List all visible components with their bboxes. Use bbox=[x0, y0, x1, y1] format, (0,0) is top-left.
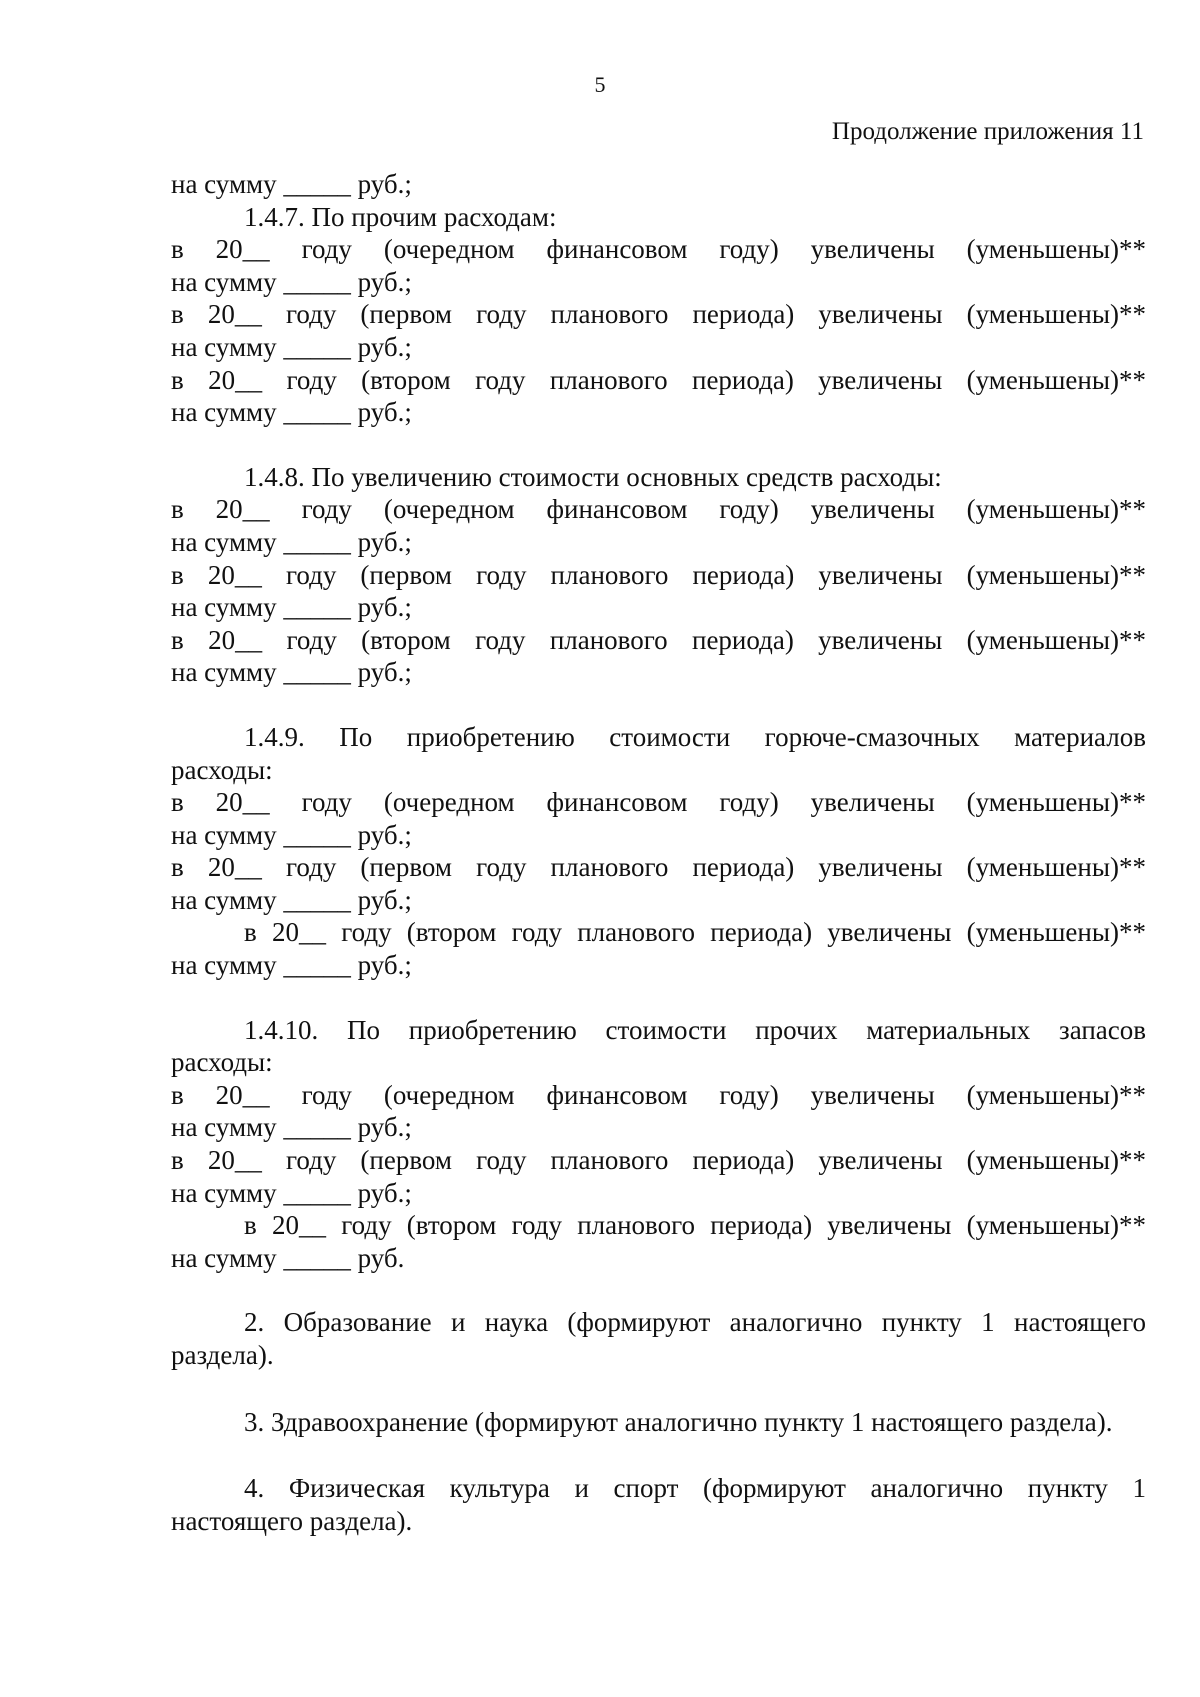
appendix-label: Продолжение приложения 11 bbox=[831, 118, 1144, 145]
text-line: расходы: bbox=[171, 1047, 273, 1078]
text-line: в 20__ году (очередном финансовом году) увеличены (уменьшены)** bbox=[171, 494, 1146, 525]
text-line: в 20__ году (втором году планового периода) увеличены (уменьшены)** bbox=[244, 917, 1146, 948]
text-line: на сумму _____ руб.; bbox=[171, 1112, 412, 1143]
text-line: на сумму _____ руб.; bbox=[171, 592, 412, 623]
section-heading: 1.4.10. По приобретению стоимости прочих материальных запасов bbox=[244, 1014, 1146, 1045]
text-line: на сумму _____ руб. bbox=[171, 1242, 405, 1273]
text-line: в 20__ году (втором году планового периода) увеличены (уменьшены)** bbox=[171, 364, 1146, 395]
page-number: 5 bbox=[594, 72, 606, 97]
text-line: на сумму _____ руб.; bbox=[171, 169, 412, 199]
text-line: на сумму _____ руб.; bbox=[171, 950, 412, 981]
text-line: в 20__ году (очередном финансовом году) увеличены (уменьшены)** bbox=[171, 1079, 1146, 1110]
text-line: в 20__ году (втором году планового периода) увеличены (уменьшены)** bbox=[244, 1210, 1146, 1241]
section-heading: 1.4.8. По увеличению стоимости основных средств расходы: bbox=[244, 461, 942, 492]
text-line: в 20__ году (очередном финансовом году) увеличены (уменьшены)** bbox=[171, 234, 1146, 265]
text-line: в 20__ году (первом году планового периода) увеличены (уменьшены)** bbox=[171, 852, 1146, 883]
text-line: в 20__ году (первом году планового периода) увеличены (уменьшены)** bbox=[171, 1145, 1146, 1176]
text-line: на сумму _____ руб.; bbox=[171, 657, 412, 688]
text-line: на сумму _____ руб.; bbox=[171, 819, 412, 850]
text-line: на сумму _____ руб.; bbox=[171, 397, 412, 428]
section-heading: 3. Здравоохранение (формируют аналогично пункту 1 настоящего раздела). bbox=[244, 1406, 1113, 1437]
text-line: на сумму _____ руб.; bbox=[171, 266, 412, 297]
text-line: в 20__ году (первом году планового периода) увеличены (уменьшены)** bbox=[171, 559, 1146, 590]
document-body bbox=[171, 168, 1146, 1537]
text-line: в 20__ году (очередном финансовом году) увеличены (уменьшены)** bbox=[171, 787, 1146, 818]
text-line: в 20__ году (первом году планового периода) увеличены (уменьшены)** bbox=[171, 299, 1146, 330]
section-heading: 1.4.7. По прочим расходам: bbox=[244, 201, 557, 232]
text-line: на сумму _____ руб.; bbox=[171, 1177, 412, 1208]
text-line: раздела). bbox=[171, 1340, 274, 1370]
text-line: на сумму _____ руб.; bbox=[171, 331, 412, 362]
text-line: расходы: bbox=[171, 754, 273, 785]
section-heading: 4. Физическая культура и спорт (формируют аналогично пункту 1 bbox=[244, 1473, 1146, 1504]
text-line: настоящего раздела). bbox=[171, 1505, 413, 1536]
text-line: на сумму _____ руб.; bbox=[171, 526, 412, 557]
text-line: в 20__ году (втором году планового периода) увеличены (уменьшены)** bbox=[171, 624, 1146, 655]
section-heading: 2. Образование и наука (формируют аналогично пункту 1 настоящего bbox=[244, 1307, 1146, 1338]
text-line: на сумму _____ руб.; bbox=[171, 884, 412, 915]
section-heading: 1.4.9. По приобретению стоимости горюче-смазочных материалов bbox=[244, 721, 1146, 752]
